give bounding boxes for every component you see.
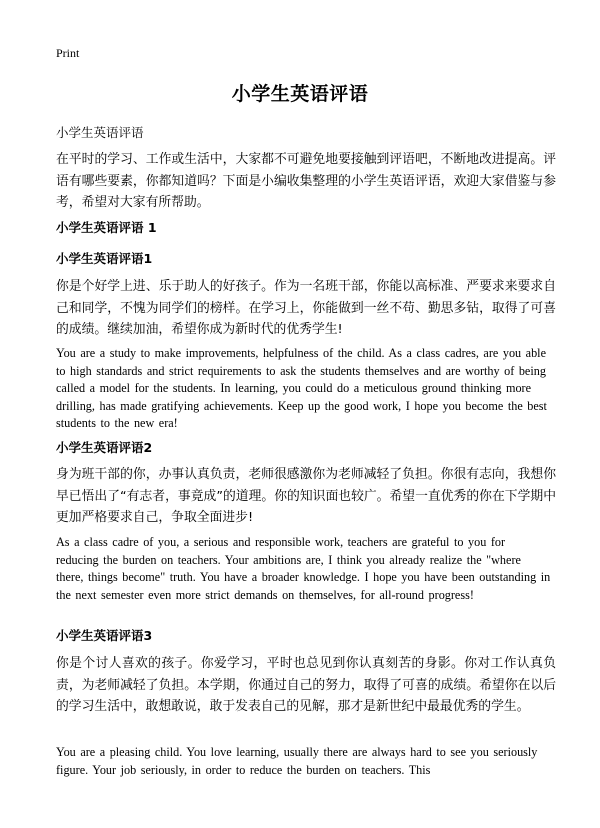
page-title: 小学生英语评语: [231, 83, 369, 105]
print-label[interactable]: Print: [56, 46, 80, 60]
comment-3-english: You are a pleasing child. You love learning, usually there are always hard to see you seriously figure. Your job seriously, in order to reduce the burden on teachers. This: [56, 745, 538, 777]
comment-heading-3: 小学生英语评语3: [56, 628, 153, 643]
comment-1-english: You are a study to make improvements, helpfulness of the child. As a class cadres, are you able to high standards and strict requirements to ask the students themselves and are worthy of being called a model for the students. In learning, you could do a meticulous ground thinking more drilling, has made gratifying achievements. Keep up the good work, I hope you become the best students to the new era!: [56, 346, 547, 431]
intro-paragraph: 在平时的学习、工作或生活中，大家都不可避免地要接触到评语吧，不断地改进提高。评语有哪些要素，你都知道吗？下面是小编收集整理的小学生英语评语，欢迎大家借鉴与参考，希望对大家有所帮助。: [56, 152, 556, 210]
comment-2-english: As a class cadre of you, a serious and responsible work, teachers are grateful to you for reducing the burden on teachers. Your ambitions are, I think you already realize the "where there, things become" truth. You have a broader knowledge. I hope you have been outstanding in the next semester even more strict demands on themselves, for all-round progress!: [56, 535, 551, 602]
comment-1-chinese: 你是个好学上进、乐于助人的好孩子。作为一名班干部，你能以高标准、严要求来要求自己和同学，不愧为同学们的榜样。在学习上，你能做到一丝不苟、勤思多钻，取得了可喜的成绩。继续加油，希望你成为新时代的优秀学生!: [56, 279, 556, 337]
section-heading: 小学生英语评语 1: [56, 220, 157, 235]
comment-heading-1: 小学生英语评语1: [56, 251, 153, 266]
document-subtitle: 小学生英语评语: [56, 125, 144, 140]
comment-2-chinese: 身为班干部的你，办事认真负责，老师很感激你为老师减轻了负担。你很有志向，我想你早已悟出了“有志者，事竟成”的道理。你的知识面也较广。希望一直优秀的你在下学期中更加严格要求自己，争取全面进步!: [56, 467, 556, 525]
comment-heading-2: 小学生英语评语2: [56, 440, 153, 455]
comment-3-chinese: 你是个讨人喜欢的孩子。你爱学习，平时也总见到你认真刻苦的身影。你对工作认真负责，为老师减轻了负担。本学期，你通过自己的努力，取得了可喜的成绩。希望你在以后的学习生活中，敢想敢说，敢于发表自己的见解，那才是新世纪中最最优秀的学生。: [56, 656, 556, 714]
